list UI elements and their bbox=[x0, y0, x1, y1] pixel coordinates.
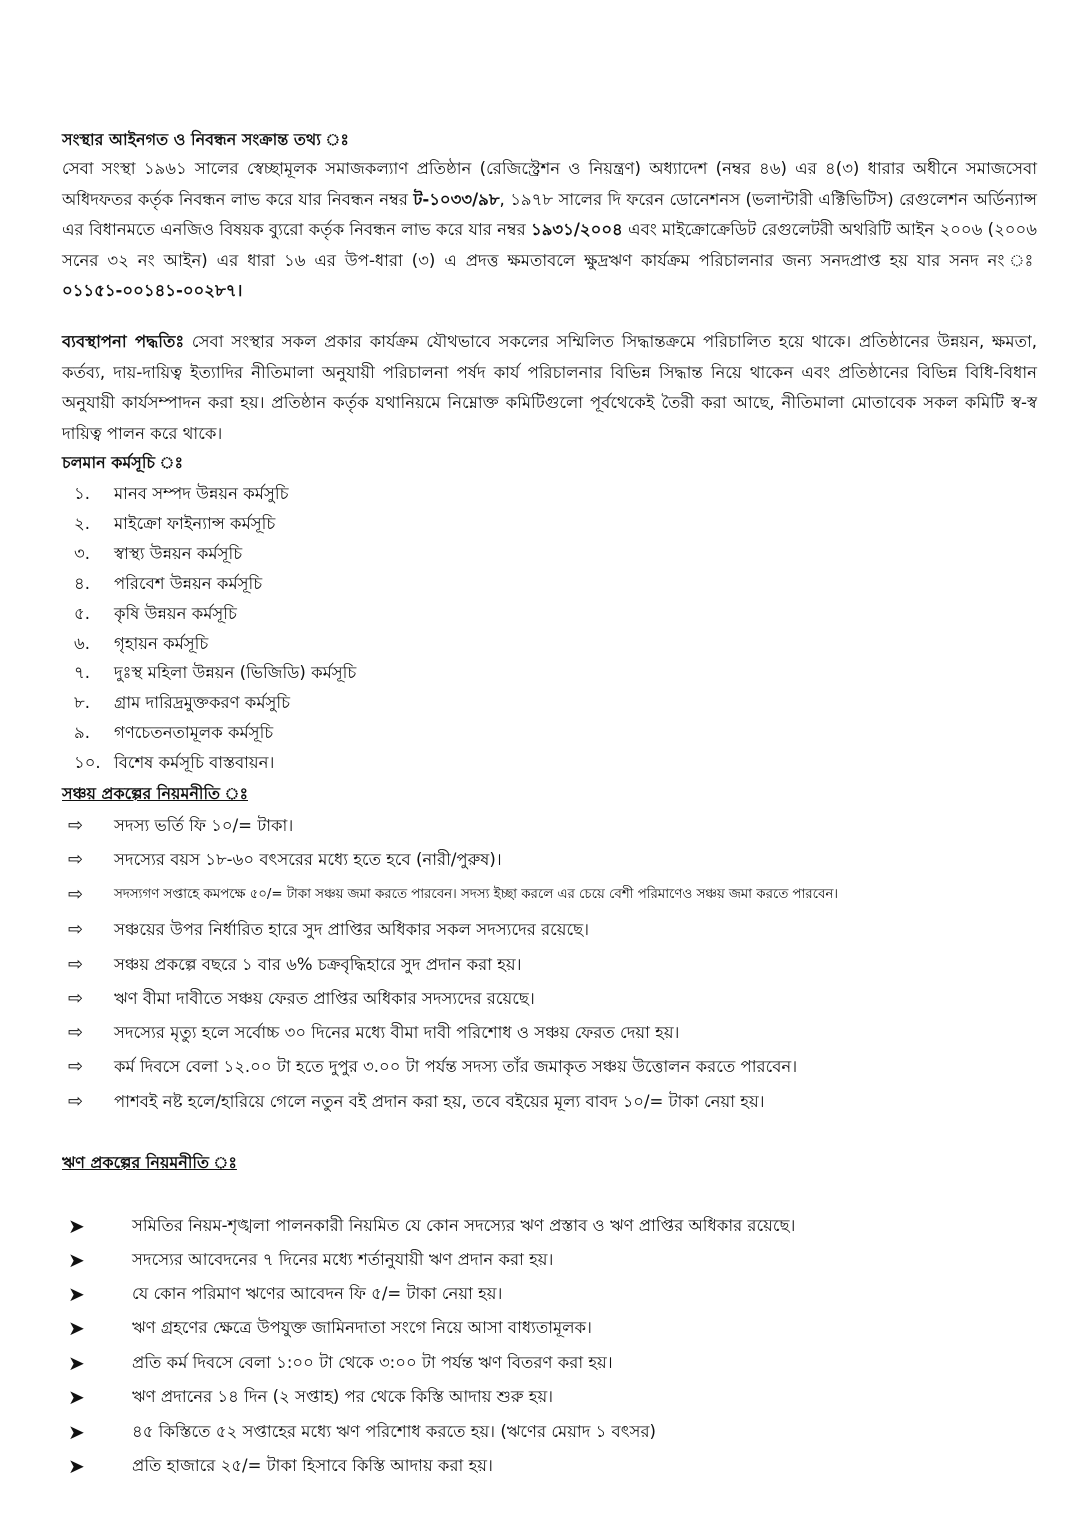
program-item bbox=[62, 480, 1052, 508]
bullet-arrow-icon: ➤ bbox=[68, 1282, 85, 1306]
loan-rule-text: ৪৫ কিস্তিতে ৫২ সপ্তাহের মধ্যে ঋণ পরিশোধ করতে হয়। (ঋণের মেয়াদ ১ বৎসর) bbox=[132, 1422, 656, 1441]
savings-rule-text: সঞ্চয় প্রকল্পে বছরে ১ বার ৬% চক্রবৃদ্ধিহারে সুদ প্রদান করা হয়। bbox=[114, 955, 522, 974]
program-item bbox=[62, 630, 1052, 658]
loan-rule-text: প্রতি কর্ম দিবসে বেলা ১:০০ টা থেকে ৩:০০ টা পর্যন্ত ঋণ বিতরণ করা হয়। bbox=[132, 1353, 613, 1372]
program-item bbox=[62, 749, 1052, 777]
program-text: মানব সম্পদ উন্নয়ন কর্মসুচি bbox=[114, 484, 289, 503]
loan-rule bbox=[62, 1212, 1052, 1240]
management-label: ব্যবস্থাপনা পদ্ধতিঃ bbox=[62, 332, 185, 351]
program-text: গণচেতনতামূলক কর্মসূচি bbox=[114, 723, 274, 743]
legal-text-1: সেবা সংস্থা ১৯৬১ সালের স্বেচ্ছামূলক সমাজকল্যাণ প্রতিষ্ঠান (রেজিস্ট্রেশন ও নিয়ন্ত্রণ) অধ্যাদেশ (নম্বর ৪৬) এর ৪(৩) ধারার অধীনে সমাজসেবা অধিদফতর কর্তৃক নিবন্ধন লাভ করে যার নিবন্ধন নম্বর bbox=[62, 159, 1037, 209]
savings-rule-text: সদস্য ভর্তি ফি ১০/= টাকা। bbox=[114, 816, 294, 835]
arrow-icon: ⇨ bbox=[68, 849, 84, 870]
program-item bbox=[62, 540, 1052, 568]
arrow-icon: ⇨ bbox=[68, 954, 84, 975]
savings-rule bbox=[62, 812, 1052, 840]
savings-heading: সঞ্চয় প্রকল্পের নিয়মনীতি ঃ bbox=[62, 784, 248, 803]
savings-rule-text: সদস্যগণ সপ্তাহে কমপক্ষে ৫০/= টাকা সঞ্চয় জমা করতে পারবেন। সদস্য ইচ্ছা করলে এর চেয়ে বেশী পরিমাণেও সঞ্চয় জমা করতে পারবেন। bbox=[114, 887, 839, 902]
loan-rule bbox=[62, 1314, 1052, 1342]
savings-rule bbox=[62, 1053, 1052, 1081]
program-item bbox=[62, 600, 1052, 628]
loan-heading: ঋণ প্রকল্পের নিয়মনীতি ঃ bbox=[62, 1153, 237, 1172]
loan-rule bbox=[62, 1418, 1052, 1446]
legal-heading: সংস্থার আইনগত ও নিবন্ধন সংক্রান্ত তথ্য ঃ bbox=[62, 130, 349, 149]
program-number: ৮. bbox=[74, 693, 90, 713]
management-text: সেবা সংস্থার সকল প্রকার কার্যক্রম যৌথভাবে সকলের সম্মিলিত সিদ্ধান্তক্রমে পরিচালিত হয়ে থাকে। প্রতিষ্ঠানের উন্নয়ন, ক্ষমতা, কর্তব্য, দায়-দায়িত্ব ইত্যাদির নীতিমালা অনুযায়ী পরিচালনা পর্ষদ কার্য পরিচালনার বিভিন্ন সিদ্ধান্ত নিয়ে থাকেন এবং প্রতিষ্ঠানের বিভিন্ন বিধি-বিধান অনুযায়ী কার্যসম্পাদন করা হয়। প্রতিষ্ঠান কর্তৃক যথানিয়মে নিম্নোক্ত কমিটিগুলো পূর্বথেকেই তৈরী করা আছে, নীতিমালা মোতাবেক সকল কমিটি স্ব-স্ব দায়িত্ব পালন করে থাকে। bbox=[62, 332, 1037, 443]
certificate-number: ০১১৫১-০০১৪১-০০২৮৭। bbox=[62, 281, 243, 300]
savings-rule-text: কর্ম দিবসে বেলা ১২.০০ টা হতে দুপুর ৩.০০ টা পর্যন্ত সদস্য তাঁর জমাকৃত সঞ্চয় উত্তোলন করতে পারবেন। bbox=[114, 1057, 798, 1076]
loan-rule-text: ঋণ গ্রহণের ক্ষেত্রে উপযুক্ত জামিনদাতা সংগে নিয়ে আসা বাধ্যতামূলক। bbox=[132, 1318, 592, 1337]
programs-heading: চলমান কর্মসূচি ঃ bbox=[62, 453, 184, 472]
loan-rule bbox=[62, 1349, 1052, 1377]
bullet-arrow-icon: ➤ bbox=[68, 1351, 85, 1375]
savings-rule-text: সদস্যের মৃত্যু হলে সর্বোচ্চ ৩০ দিনের মধ্যে বীমা দাবী পরিশোধ ও সঞ্চয় ফেরত দেয়া হয়। bbox=[114, 1023, 680, 1042]
program-text: গৃহায়ন কর্মসূচি bbox=[114, 633, 209, 653]
savings-rule bbox=[62, 881, 1052, 909]
program-text: দুঃস্থ মহিলা উন্নয়ন (ভিজিডি) কর্মসূচি bbox=[114, 663, 357, 683]
savings-rule bbox=[62, 951, 1052, 979]
legal-text-2: , ১৯৭৮ সালের দি ফরেন ডোনেশনস (ভলান্টারী এক্টিভিটিস) রেগুলেশন অর্ডিন্যান্স এর বিধানমতে এনজিও বিষয়ক ব্যুরো কর্তৃক নিবন্ধন লাভ করে যার নম্বর bbox=[62, 189, 1037, 239]
program-text: পরিবেশ উন্নয়ন কর্মসূচি bbox=[114, 573, 263, 593]
registration-number: ট-১০৩৩/৯৮ bbox=[413, 189, 500, 209]
loan-rule-text: সদস্যের আবেদনের ৭ দিনের মধ্যে শর্তানুযায়ী ঋণ প্রদান করা হয়। bbox=[132, 1250, 554, 1269]
arrow-icon: ⇨ bbox=[68, 919, 84, 940]
program-number: ৪. bbox=[74, 573, 90, 593]
loan-rule-text: ঋণ প্রদানের ১৪ দিন (২ সপ্তাহ) পর থেকে কিস্তি আদায় শুরু হয়। bbox=[132, 1387, 554, 1406]
ngo-bureau-number: ১৯৩১/২০০৪ bbox=[530, 220, 623, 239]
program-number: ৫. bbox=[74, 603, 90, 623]
savings-rule bbox=[62, 846, 1052, 874]
loan-rule bbox=[62, 1246, 1052, 1274]
loan-rule-text: প্রতি হাজারে ২৫/= টাকা হিসাবে কিস্তি আদায় করা হয়। bbox=[132, 1456, 493, 1475]
program-number: ৭. bbox=[74, 663, 90, 683]
management-paragraph bbox=[62, 327, 1037, 449]
arrow-icon: ⇨ bbox=[68, 988, 84, 1009]
program-text: মাইক্রো ফাইন্যান্স কর্মসূচি bbox=[114, 513, 276, 533]
program-number: ২. bbox=[74, 513, 90, 533]
savings-rule bbox=[62, 916, 1052, 944]
program-item bbox=[62, 570, 1052, 598]
arrow-icon: ⇨ bbox=[68, 1056, 84, 1077]
program-item bbox=[62, 689, 1052, 717]
bullet-arrow-icon: ➤ bbox=[68, 1385, 85, 1409]
loan-rule bbox=[62, 1383, 1052, 1411]
arrow-icon: ⇨ bbox=[68, 1022, 84, 1043]
loan-rule bbox=[62, 1280, 1052, 1308]
program-item bbox=[62, 719, 1052, 747]
savings-rule-text: সঞ্চয়ের উপর নির্ধারিত হারে সুদ প্রাপ্তির অধিকার সকল সদস্যদের রয়েছে। bbox=[114, 920, 590, 939]
arrow-icon: ⇨ bbox=[68, 815, 84, 836]
program-text: কৃষি উন্নয়ন কর্মসূচি bbox=[114, 603, 237, 623]
arrow-icon: ⇨ bbox=[68, 1091, 84, 1112]
program-number: ৯. bbox=[74, 723, 90, 743]
bullet-arrow-icon: ➤ bbox=[68, 1316, 85, 1340]
bullet-arrow-icon: ➤ bbox=[68, 1214, 85, 1238]
bullet-arrow-icon: ➤ bbox=[68, 1454, 85, 1478]
program-number: ১০. bbox=[74, 753, 101, 773]
legal-paragraph bbox=[62, 154, 1037, 307]
program-item bbox=[62, 659, 1052, 687]
savings-rule-text: সদস্যের বয়স ১৮-৬০ বৎসরের মধ্যে হতে হবে (নারী/পুরুষ)। bbox=[114, 850, 502, 869]
program-number: ১. bbox=[74, 484, 90, 503]
loan-rule-text: সমিতির নিয়ম-শৃঙ্খলা পালনকারী নিয়মিত যে কোন সদস্যের ঋণ প্রস্তাব ও ঋণ প্রাপ্তির অধিকার রয়েছে। bbox=[132, 1216, 796, 1235]
legal-text-3: এবং মাইক্রোক্রেডিট রেগুলেটরী অথরিটি আইন ২০০৬ (২০০৬ সনের ৩২ নং আইন) এর ধারা ১৬ এর উপ-ধারা (৩) এ প্রদত্ত ক্ষমতাবলে ক্ষুদ্রঋণ কার্যক্রম পরিচালনার জন্য সনদপ্রাপ্ত হয় যার সনদ নং ঃ bbox=[62, 220, 1037, 270]
program-item bbox=[62, 510, 1052, 538]
loan-rule-text: যে কোন পরিমাণ ঋণের আবেদন ফি ৫/= টাকা নেয়া হয়। bbox=[132, 1284, 503, 1303]
program-number: ৩. bbox=[74, 543, 90, 563]
savings-rule bbox=[62, 985, 1052, 1013]
program-text: স্বাস্থ্য উন্নয়ন কর্মসূচি bbox=[114, 543, 243, 563]
program-number: ৬. bbox=[74, 633, 90, 653]
arrow-icon: ⇨ bbox=[68, 884, 84, 905]
bullet-arrow-icon: ➤ bbox=[68, 1420, 85, 1444]
savings-rule bbox=[62, 1088, 1052, 1116]
loan-rule bbox=[62, 1452, 1052, 1480]
program-text: গ্রাম দারিদ্রমুক্তকরণ কর্মসুচি bbox=[114, 693, 291, 713]
program-text: বিশেষ কর্মসূচি বাস্তবায়ন। bbox=[114, 753, 275, 773]
bullet-arrow-icon: ➤ bbox=[68, 1248, 85, 1272]
savings-rule-text: পাশবই নষ্ট হলে/হারিয়ে গেলে নতুন বই প্রদান করা হয়, তবে বইয়ের মূল্য বাবদ ১০/= টাকা নেয়া হয়। bbox=[114, 1092, 765, 1111]
savings-rule-text: ঋণ বীমা দাবীতে সঞ্চয় ফেরত প্রাপ্তির অধিকার সদস্যদের রয়েছে। bbox=[114, 989, 535, 1008]
savings-rule bbox=[62, 1019, 1052, 1047]
